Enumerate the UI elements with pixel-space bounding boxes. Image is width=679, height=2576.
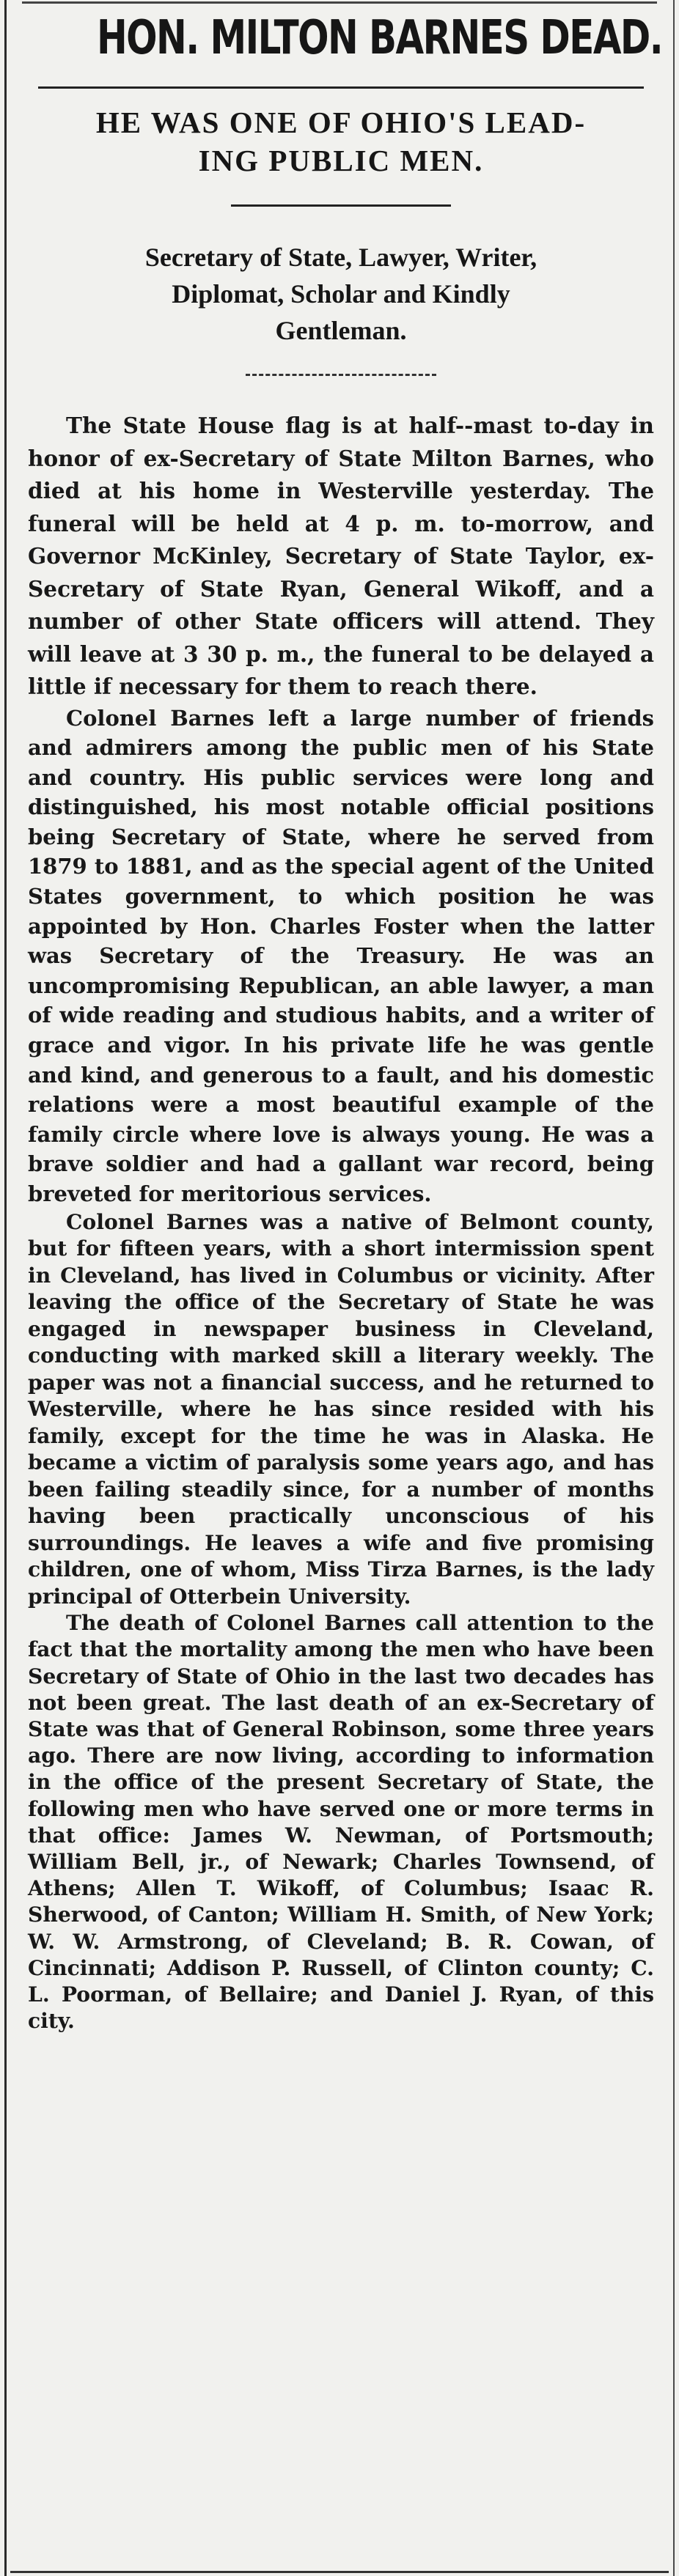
headline: HON. MILTON BARNES DEAD. xyxy=(96,11,663,65)
subhead xyxy=(28,103,654,180)
bottom-rule xyxy=(10,2571,669,2573)
headline-divider xyxy=(38,86,644,89)
article-paragraph: Colonel Barnes was a native of Belmont county, but for fifteen years, with a short intermission spent in Cleveland, has lived in Columbus or vicinity. After leaving the office of the Secretary of State he was engaged in newspaper business in Cleveland, conducting with marked skill a literary weekly. The paper was not a financial success, and he returned to Westerville, where he has since resided with his family, except for the time he was in Alaska. He became a victim of paralysis some years ago, and has been failing steadily since, for a number of months having been practically unconscious of his surroundings. He leaves a wife and five promising children, one of whom, Miss Tirza Barnes, is the lady principal of Otterbein University. xyxy=(28,1209,654,1609)
subhead-divider xyxy=(231,204,451,207)
subhead-line: ING PUBLIC MEN. xyxy=(198,144,484,177)
deck-line: Gentleman. xyxy=(275,316,407,345)
deck-line: Diplomat, Scholar and Kindly xyxy=(172,279,510,309)
deck-divider xyxy=(246,374,436,376)
article-paragraph: The death of Colonel Barnes call attention to the fact that the mortality among the men who have been Secretary of State of Ohio in the last two decades has not been great. The last death of an ex-Secretary of State was that of General Robinson, some three years ago. There are now living, according to information in the office of the present Secretary of State, the following men who have served one or more terms in that office: James W. Newman, of Portsmouth; William Bell, jr., of Newark; Charles Townsend, of Athens; Allen T. Wikoff, of Columbus; Isaac R. Sherwood, of Canton; William H. Smith, of New York; W. W. Armstrong, of Cleveland; B. R. Cowan, of Cincinnati; Addison P. Russell, of Clinton county; C. L. Poorman, of Bellaire; and Daniel J. Ryan, of this city. xyxy=(28,1611,654,2034)
subhead-line: HE WAS ONE OF OHIO'S LEAD- xyxy=(95,106,587,139)
article-body xyxy=(28,410,654,2034)
left-column-rule xyxy=(4,0,7,2576)
right-column-rule xyxy=(673,0,675,2576)
deck xyxy=(28,239,654,349)
article-paragraph: Colonel Barnes left a large number of friends and admirers among the public men of his State and country. His public services were long and distinguished, his most notable official positions being Secretary of State, where he served from 1879 to 1881, and as the special agent of the United States government, to which position he was appointed by Hon. Charles Foster when the latter was Secretary of the Treasury. He was an uncompromising Republican, an able lawyer, a man of wide reading and studious habits, and a writer of grace and vigor. In his private life he was gentle and kind, and generous to a fault, and his domestic relations were a most beautiful example of the family circle where love is always young. He was a brave soldier and had a gallant war record, being breveted for meritorious services. xyxy=(28,705,654,1206)
deck-line: Secretary of State, Lawyer, Writer, xyxy=(144,243,537,272)
article-paragraph: The State House flag is at half--mast to-day in honor of ex-Secretary of State Milton Barnes, who died at his home in Westerville yesterday. The funeral will be held at 4 p. m. to-morrow, and Governor McKinley, Secretary of State Taylor, ex-Secretary of State Ryan, General Wikoff, and a number of other State officers will attend. They will leave at 3 30 p. m., the funeral to be delayed a little if necessary for them to reach there. xyxy=(28,413,654,699)
